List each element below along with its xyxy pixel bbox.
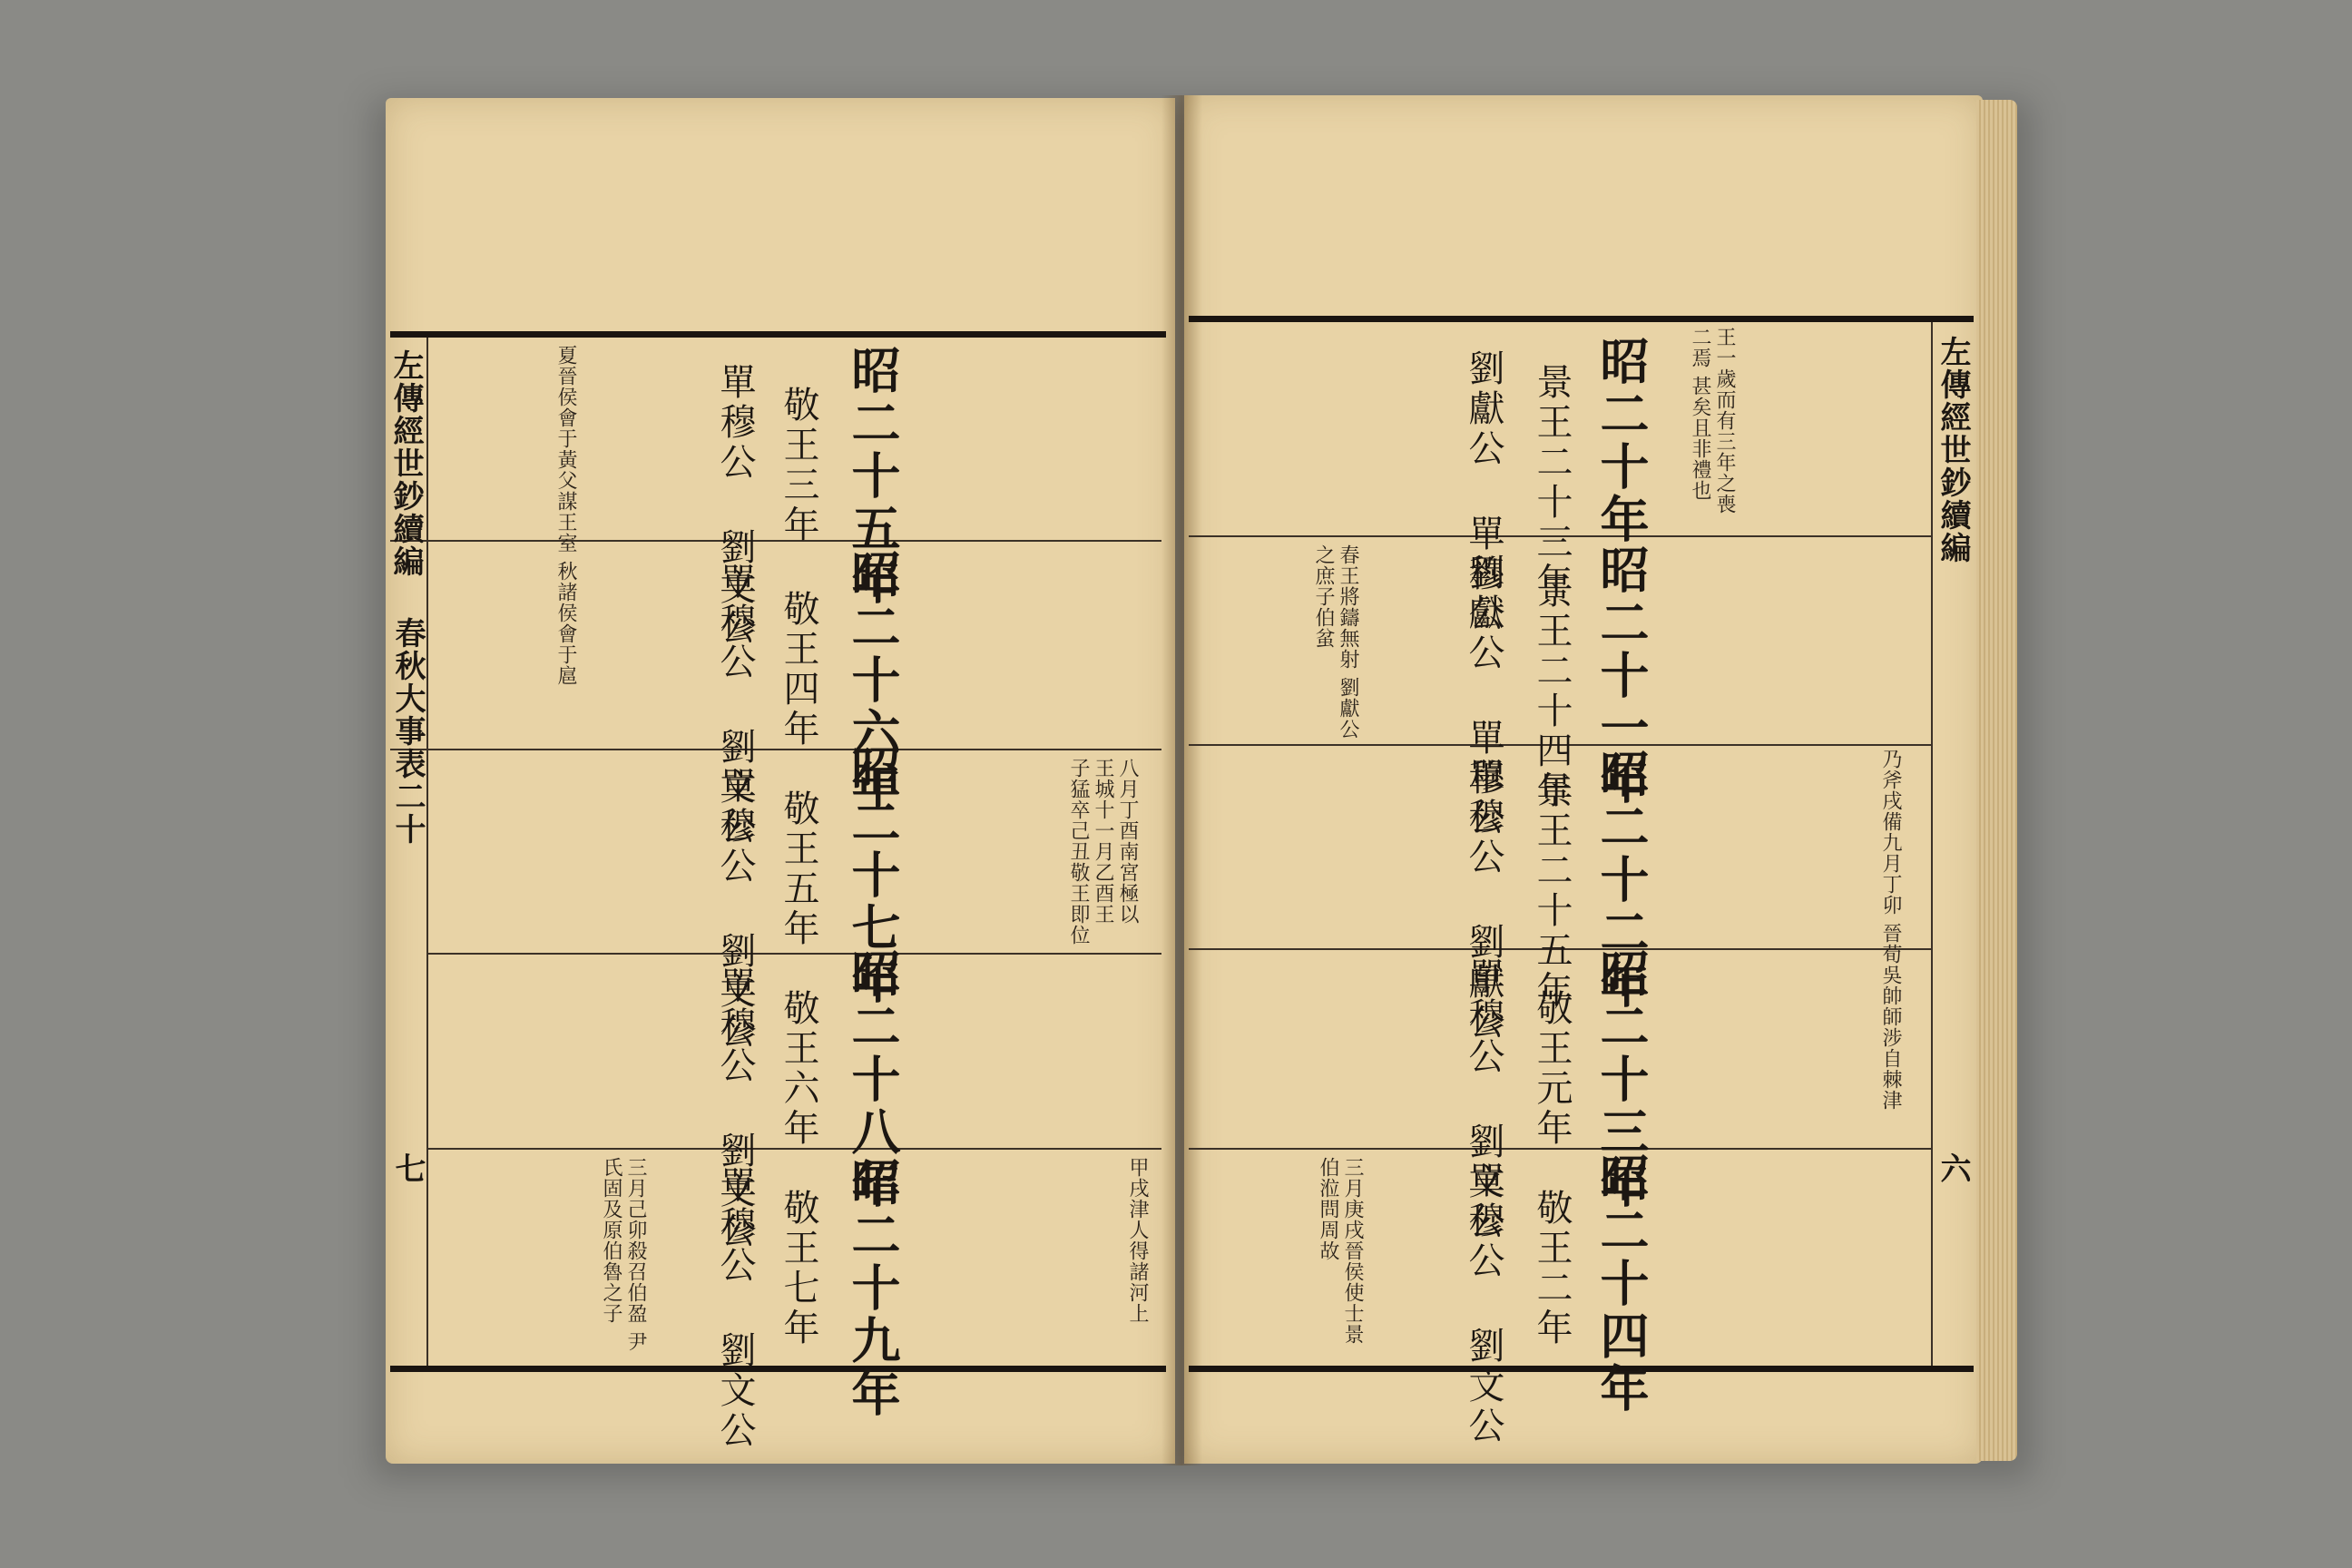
left-king-year-4: 敬王六年 [778, 989, 819, 1149]
right-reign-header-5: 昭二十四年 [1592, 1152, 1651, 1416]
right-notes-bottom: 三月庚戌晉侯使士景伯涖問周故 [1317, 1157, 1364, 1345]
left-king-year-3: 敬王五年 [778, 789, 819, 949]
right-reign-header-1: 昭二十年 [1592, 336, 1651, 546]
left-top-rule [390, 331, 1166, 338]
right-page-number: 六 [1935, 1152, 1971, 1183]
left-notes-top: 夏晉侯會于黃父謀王室 秋諸侯會于扈 [554, 345, 577, 686]
left-reign-header-2: 昭二十六年 [844, 549, 902, 812]
left-row-line-1 [390, 540, 1161, 542]
left-notes-bottom: 三月己卯殺召伯盈 尹氏固及原伯魯之子 [600, 1157, 647, 1352]
left-page-number: 七 [389, 1152, 426, 1183]
left-notes-mid: 八月丁酉南宮極以 王城十一月乙酉王 子猛卒己丑敬王即位 [1067, 758, 1139, 946]
right-page [1184, 95, 1983, 1464]
right-king-year-2: 景王二十四年 [1531, 572, 1573, 811]
right-king-year-1: 景王二十三年 [1531, 363, 1573, 603]
left-row-line-3 [426, 953, 1161, 955]
right-reign-header-3: 昭二十二年 [1592, 749, 1651, 1012]
left-margin-line [426, 338, 428, 1366]
right-reign-header-2: 昭二十一年 [1592, 544, 1651, 808]
right-top-rule [1189, 316, 1974, 322]
right-margin-title: 左傳經世鈔續編 [1935, 336, 1971, 564]
right-officials-4: 單穆公 劉文公 [1463, 957, 1504, 1242]
right-officials-3: 單穆公 劉獻公 [1463, 758, 1504, 1043]
left-margin-title: 左傳經世鈔續編 [387, 349, 424, 578]
right-notes-mid: 春王將鑄無射 劉獻公之庶子伯蚠 [1312, 544, 1359, 740]
right-notes-top: 王一歲而有三年之喪二焉 甚矣且非禮也 [1689, 327, 1736, 514]
left-officials-4: 單穆公 劉文公 [714, 966, 756, 1251]
right-king-year-4: 敬王元年 [1531, 989, 1573, 1149]
right-officials-5: 單穆公 劉文公 [1463, 1161, 1504, 1446]
left-officials-5: 單穆公 劉文公 [714, 1166, 756, 1451]
left-notes-right-col: 甲戌津人得諸河上 [1126, 1157, 1149, 1324]
right-king-year-3: 景王二十五年 [1531, 771, 1573, 1011]
left-reign-header-3: 昭二十七年 [844, 744, 902, 1007]
left-king-year-1: 敬王三年 [778, 386, 819, 545]
right-margin-line [1931, 322, 1933, 1366]
left-officials-2: 單穆公 劉文公 [714, 563, 756, 848]
left-row-line-2 [390, 749, 1161, 750]
left-margin-section: 春秋大事表二十 [389, 617, 426, 846]
right-notes-far-right: 乃斧戌備九月丁卯 晉荀吳帥師涉自棘津 [1879, 749, 1902, 1111]
left-king-year-5: 敬王七年 [778, 1189, 819, 1348]
left-officials-3: 單穆公 劉文公 [714, 767, 756, 1052]
left-officials-1: 單穆公 劉文公 [714, 363, 756, 648]
left-reign-header-4: 昭二十八年 [844, 948, 902, 1211]
right-bottom-rule [1189, 1366, 1974, 1372]
left-reign-header-1: 昭二十五年 [844, 345, 902, 608]
right-officials-1: 劉獻公 單穆公 [1463, 349, 1504, 634]
right-officials-2: 劉獻公 單穆公 [1463, 554, 1504, 838]
right-king-year-5: 敬王二年 [1531, 1189, 1573, 1348]
left-bottom-rule [390, 1366, 1166, 1372]
right-reign-header-4: 昭二十三年 [1592, 948, 1651, 1211]
page-edges [1976, 100, 2017, 1461]
left-king-year-2: 敬王四年 [778, 590, 819, 750]
left-reign-header-5: 昭二十九年 [844, 1157, 902, 1420]
book-gutter [1161, 95, 1202, 1465]
